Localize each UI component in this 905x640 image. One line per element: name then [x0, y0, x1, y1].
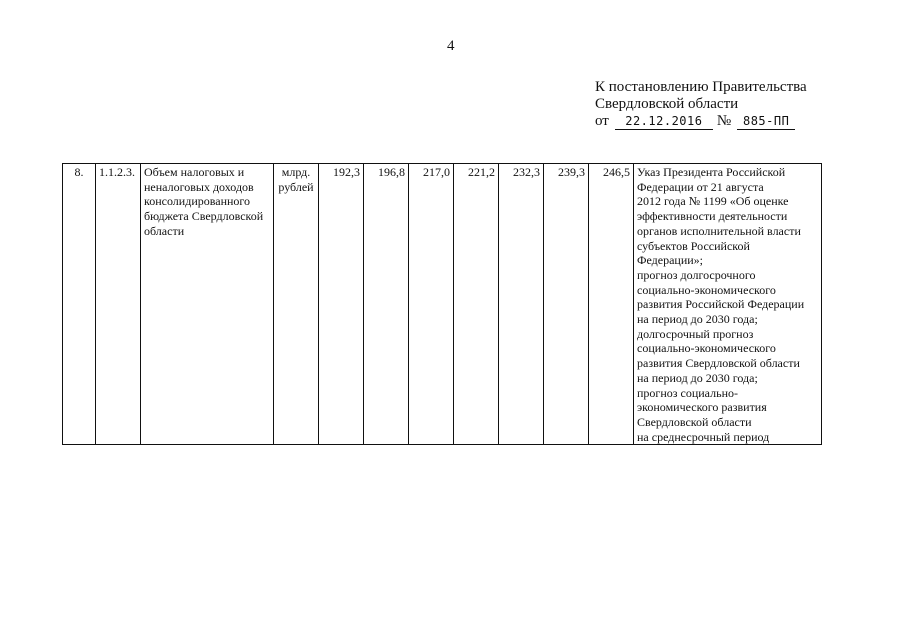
header-line-1: К постановлению Правительства	[595, 79, 807, 95]
source-line: развития Российской Федерации	[637, 297, 805, 312]
source-line: прогноз социально-	[637, 385, 738, 400]
value-cell: 239,3	[544, 164, 589, 445]
unit-line: млрд.	[281, 165, 311, 179]
value-cell: 217,0	[409, 164, 454, 445]
source-line: Федерации от 21 августа	[637, 179, 764, 194]
page-number: 4	[447, 38, 455, 54]
unit-line: рублей	[278, 179, 314, 194]
resolution-header	[595, 79, 807, 130]
unit-cell	[274, 164, 319, 445]
resolution-number: 885-ПП	[737, 114, 795, 130]
source-line: субъектов Российской	[637, 238, 750, 253]
table-row	[63, 164, 822, 445]
source-line: прогноз долгосрочного	[637, 267, 756, 282]
source-line: социально-экономического	[637, 341, 776, 356]
source-line: экономического развития	[637, 400, 767, 415]
source-line: эффективности деятельности	[637, 209, 788, 224]
value-cell: 221,2	[454, 164, 499, 445]
name-line: Объем налоговых и	[144, 165, 245, 179]
resolution-date: 22.12.2016	[615, 114, 713, 130]
indicator-table	[62, 163, 822, 445]
source-line: на период до 2030 года;	[637, 370, 758, 385]
indicator-name-cell	[141, 164, 274, 445]
date-number-line	[595, 113, 807, 130]
source-cell	[634, 164, 822, 445]
name-line: бюджета Свердловской	[144, 209, 264, 224]
source-line: социально-экономического	[637, 282, 776, 297]
source-line: на период до 2030 года;	[637, 312, 758, 327]
value-cell: 232,3	[499, 164, 544, 445]
name-line: неналоговых доходов	[144, 179, 254, 194]
source-line: на среднесрочный период	[637, 429, 770, 444]
source-line: органов исполнительной власти	[637, 223, 801, 238]
name-line: области	[144, 223, 185, 238]
from-label: от	[595, 113, 609, 129]
source-line: развития Свердловской области	[637, 356, 800, 371]
source-line: Свердловской области	[637, 414, 752, 429]
value-cell: 192,3	[319, 164, 364, 445]
value-cell: 196,8	[364, 164, 409, 445]
source-line: долгосрочный прогноз	[637, 326, 754, 341]
source-line: Указ Президента Российской	[637, 165, 786, 179]
header-line-2: Свердловской области	[595, 96, 739, 112]
value-cell: 246,5	[589, 164, 634, 445]
number-sign: №	[716, 113, 732, 129]
indicator-code-cell: 1.1.2.3.	[96, 164, 141, 445]
source-line: Федерации»;	[637, 253, 704, 268]
name-line: консолидированного	[144, 194, 251, 209]
row-number-cell: 8.	[63, 164, 96, 445]
source-line: 2012 года № 1199 «Об оценке	[637, 194, 789, 209]
